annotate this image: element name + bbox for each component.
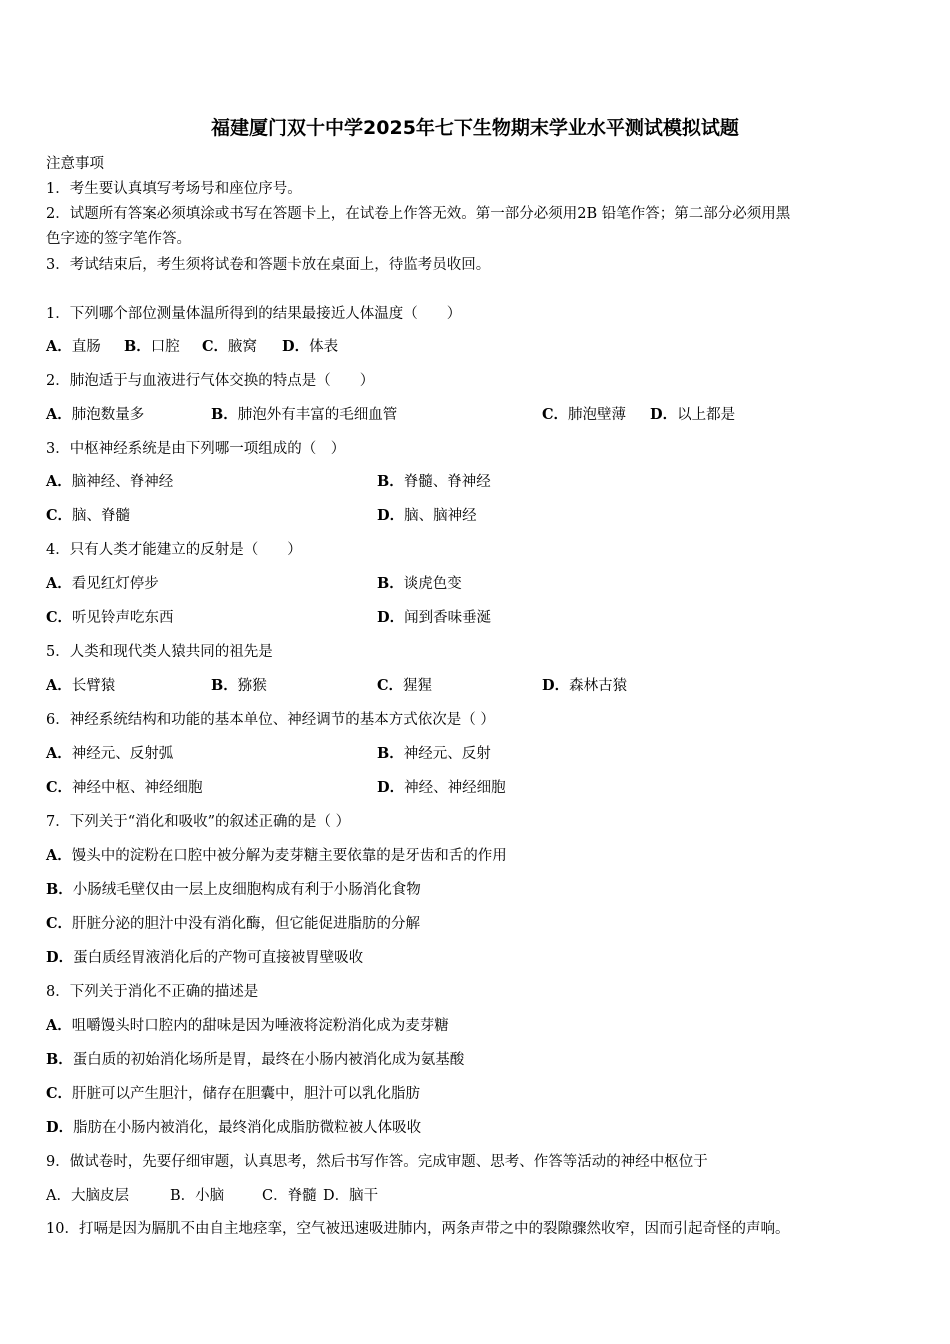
option: A．脑神经、脊神经	[46, 473, 174, 490]
option: B．神经元、反射	[377, 745, 491, 762]
option: C．脑、脊髓	[46, 507, 131, 524]
option: B．脊髓、脊神经	[377, 473, 491, 490]
question-stem: 5．人类和现代类人猿共同的祖先是	[46, 644, 273, 660]
notice-item: 1．考生要认真填写考场号和座位序号。	[46, 181, 302, 197]
question-stem: 1．下列哪个部位测量体温所得到的结果最接近人体温度（ ）	[46, 306, 462, 322]
question-stem: 10．打嗝是因为膈肌不由自主地痉挛，空气被迅速吸进肺内，两条声带之中的裂隙骤然收窄，因而引起奇怪的声响。	[46, 1221, 790, 1237]
option: D．神经、神经细胞	[377, 779, 506, 796]
question-stem: 9．做试卷时，先要仔细审题，认真思考，然后书写作答。完成审题、思考、作答等活动的神经中枢位于	[46, 1154, 708, 1170]
notice-item: 色字迹的签字笔作答。	[46, 231, 191, 247]
option: B．猕猴	[211, 677, 267, 694]
option: A．长臂猿	[46, 677, 116, 694]
option: B．肺泡外有丰富的毛细血管	[211, 406, 398, 423]
option: C．肝脏分泌的胆汁中没有消化酶，但它能促进脂肪的分解	[46, 915, 421, 932]
option: D．体表	[282, 338, 339, 355]
option: D．脂肪在小肠内被消化，最终消化成脂肪微粒被人体吸收	[46, 1119, 422, 1136]
option: D．脑、脑神经	[377, 507, 477, 524]
option: A．肺泡数量多	[46, 406, 145, 423]
page-title: 福建厦门双十中学2025年七下生物期末学业水平测试模拟试题	[211, 117, 739, 139]
option: A．大脑皮层	[46, 1188, 129, 1204]
option: B．蛋白质的初始消化场所是胃，最终在小肠内被消化成为氨基酸	[46, 1051, 465, 1068]
notice-item: 3．考试结束后，考生须将试卷和答题卡放在桌面上，待监考员收回。	[46, 257, 491, 273]
question-stem: 6．神经系统结构和功能的基本单位、神经调节的基本方式依次是（ ）	[46, 712, 495, 728]
option: A．看见红灯停步	[46, 575, 159, 592]
option: A．馒头中的淀粉在口腔中被分解为麦芽糖主要依靠的是牙齿和舌的作用	[46, 847, 507, 864]
option: C．肺泡壁薄	[542, 406, 627, 423]
option: B．谈虎色变	[377, 575, 462, 592]
option: D．森林古猿	[542, 677, 628, 694]
option: B．小脑	[170, 1188, 225, 1204]
option: C．猩猩	[377, 677, 433, 694]
option: D．蛋白质经胃液消化后的产物可直接被胃壁吸收	[46, 949, 364, 966]
option: B．口腔	[124, 338, 180, 355]
option: A．神经元、反射弧	[46, 745, 174, 762]
option: C．脊髓	[262, 1188, 317, 1204]
option: C．神经中枢、神经细胞	[46, 779, 203, 796]
option: D．以上都是	[650, 406, 736, 423]
question-stem: 7．下列关于“消化和吸收”的叙述正确的是（ ）	[46, 814, 351, 830]
option: B．小肠绒毛壁仅由一层上皮细胞构成有利于小肠消化食物	[46, 881, 421, 898]
question-stem: 4．只有人类才能建立的反射是（ ）	[46, 542, 302, 558]
option: C．肝脏可以产生胆汁，储存在胆囊中，胆汁可以乳化脂肪	[46, 1085, 421, 1102]
notice-item: 2．试题所有答案必须填涂或书写在答题卡上，在试卷上作答无效。第一部分必须用2B 铅笔作答；第二部分必须用黑	[46, 206, 791, 222]
notice-heading: 注意事项	[46, 156, 104, 172]
question-stem: 8．下列关于消化不正确的描述是	[46, 984, 259, 1000]
option: D．闻到香味垂涎	[377, 609, 492, 626]
option: D．脑干	[323, 1188, 379, 1204]
question-stem: 3．中枢神经系统是由下列哪一项组成的（ ）	[46, 441, 346, 457]
option: A．直肠	[46, 338, 101, 355]
option: C．听见铃声吃东西	[46, 609, 174, 626]
question-stem: 2．肺泡适于与血液进行气体交换的特点是（ ）	[46, 373, 375, 389]
option: A．咀嚼馒头时口腔内的甜味是因为唾液将淀粉消化成为麦芽糖	[46, 1017, 449, 1034]
option: C．腋窝	[202, 338, 258, 355]
